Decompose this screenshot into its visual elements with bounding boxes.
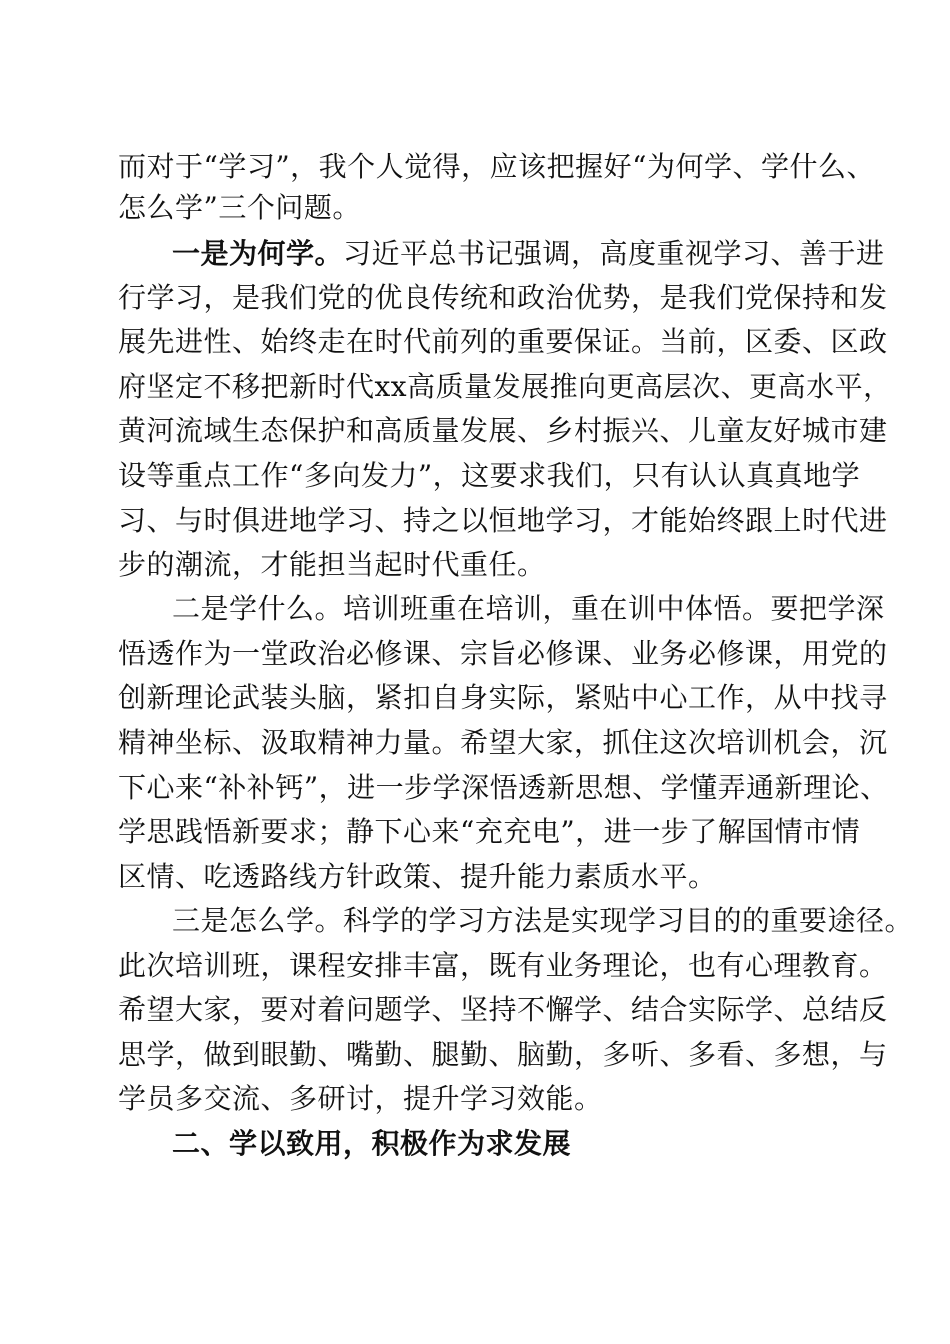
paragraph-line xyxy=(0,853,950,901)
paragraph-line xyxy=(0,674,950,722)
line-text: 区情、吃透路线方针政策、提升能力素质水平。 xyxy=(118,860,717,893)
line-text: 思学，做到眼勤、嘴勤、腿勤、脑勤，多听、多看、多想，与 xyxy=(118,1038,888,1071)
line-text: 习、与时俱进地学习、持之以恒地学习，才能始终跟上时代进 xyxy=(118,504,888,537)
line-text: 学员多交流、多研讨，提升学习效能。 xyxy=(118,1082,603,1115)
line-text: 步的潮流，才能担当起时代重任。 xyxy=(118,548,546,581)
paragraph-line xyxy=(0,184,950,232)
line-text: 行学习，是我们党的优良传统和政治优势，是我们党保持和发 xyxy=(118,281,888,314)
line-text: 此次培训班，课程安排丰富，既有业务理论，也有心理教育。 xyxy=(118,949,888,982)
line-text: 二是学什么。培训班重在培训，重在训中体悟。要把学深 xyxy=(172,592,885,625)
line-text: 悟透作为一堂政治必修课、宗旨必修课、业务必修课，用党的 xyxy=(118,637,888,670)
section-heading-text: 二、学以致用，积极作为求发展 xyxy=(172,1127,572,1160)
line-text: 三是怎么学。科学的学习方法是实现学习目的的重要途径。 xyxy=(172,904,914,937)
line-text: 设等重点工作“多向发力”，这要求我们，只有认认真真地学 xyxy=(118,459,861,492)
paragraph-line xyxy=(0,719,950,767)
line-text: 希望大家，要对着问题学、坚持不懈学、结合实际学、总结反 xyxy=(118,993,888,1026)
paragraph-line xyxy=(0,497,950,545)
paragraph-line xyxy=(0,1075,950,1123)
line-text: 创新理论武装头脑，紧扣自身实际，紧贴中心工作，从中找寻 xyxy=(118,681,888,714)
line-text: 习近平总书记强调，高度重视学习、善于进 xyxy=(343,237,885,270)
line-text: 学思践悟新要求；静下心来“充充电”，进一步了解国情市情 xyxy=(118,815,861,848)
line-text: 而对于“学习”，我个人觉得，应该把握好“为何学、学什么、 xyxy=(118,150,875,183)
line-text: 精神坐标、汲取精神力量。希望大家，抓住这次培训机会，沉 xyxy=(118,726,888,759)
line-text: 展先进性、始终走在时代前列的重要保证。当前，区委、区政 xyxy=(118,325,888,358)
line-text: 府坚定不移把新时代xx高质量发展推向更高层次、更高水平， xyxy=(118,370,892,403)
paragraph-line xyxy=(0,407,950,455)
paragraph-line xyxy=(0,808,950,856)
paragraph-line xyxy=(0,318,950,366)
paragraph-line xyxy=(0,230,950,278)
paragraph-line xyxy=(0,541,950,589)
paragraph-line xyxy=(0,986,950,1034)
paragraph-line xyxy=(0,897,950,945)
paragraph-line xyxy=(0,452,950,500)
paragraph-line xyxy=(0,585,950,633)
line-text: 怎么学”三个问题。 xyxy=(118,191,361,224)
section-heading xyxy=(0,1120,950,1168)
line-text: 黄河流域生态保护和高质量发展、乡村振兴、儿童友好城市建 xyxy=(118,414,888,447)
paragraph-line xyxy=(0,363,950,411)
paragraph-line xyxy=(0,1031,950,1079)
line-text: 下心来“补补钙”，进一步学深悟透新思想、学懂弄通新理论、 xyxy=(118,771,889,804)
paragraph-line xyxy=(0,764,950,812)
paragraph-line xyxy=(0,630,950,678)
paragraph-line xyxy=(0,274,950,322)
paragraph-lead: 一是为何学。 xyxy=(172,237,344,270)
paragraph-line xyxy=(0,942,950,990)
